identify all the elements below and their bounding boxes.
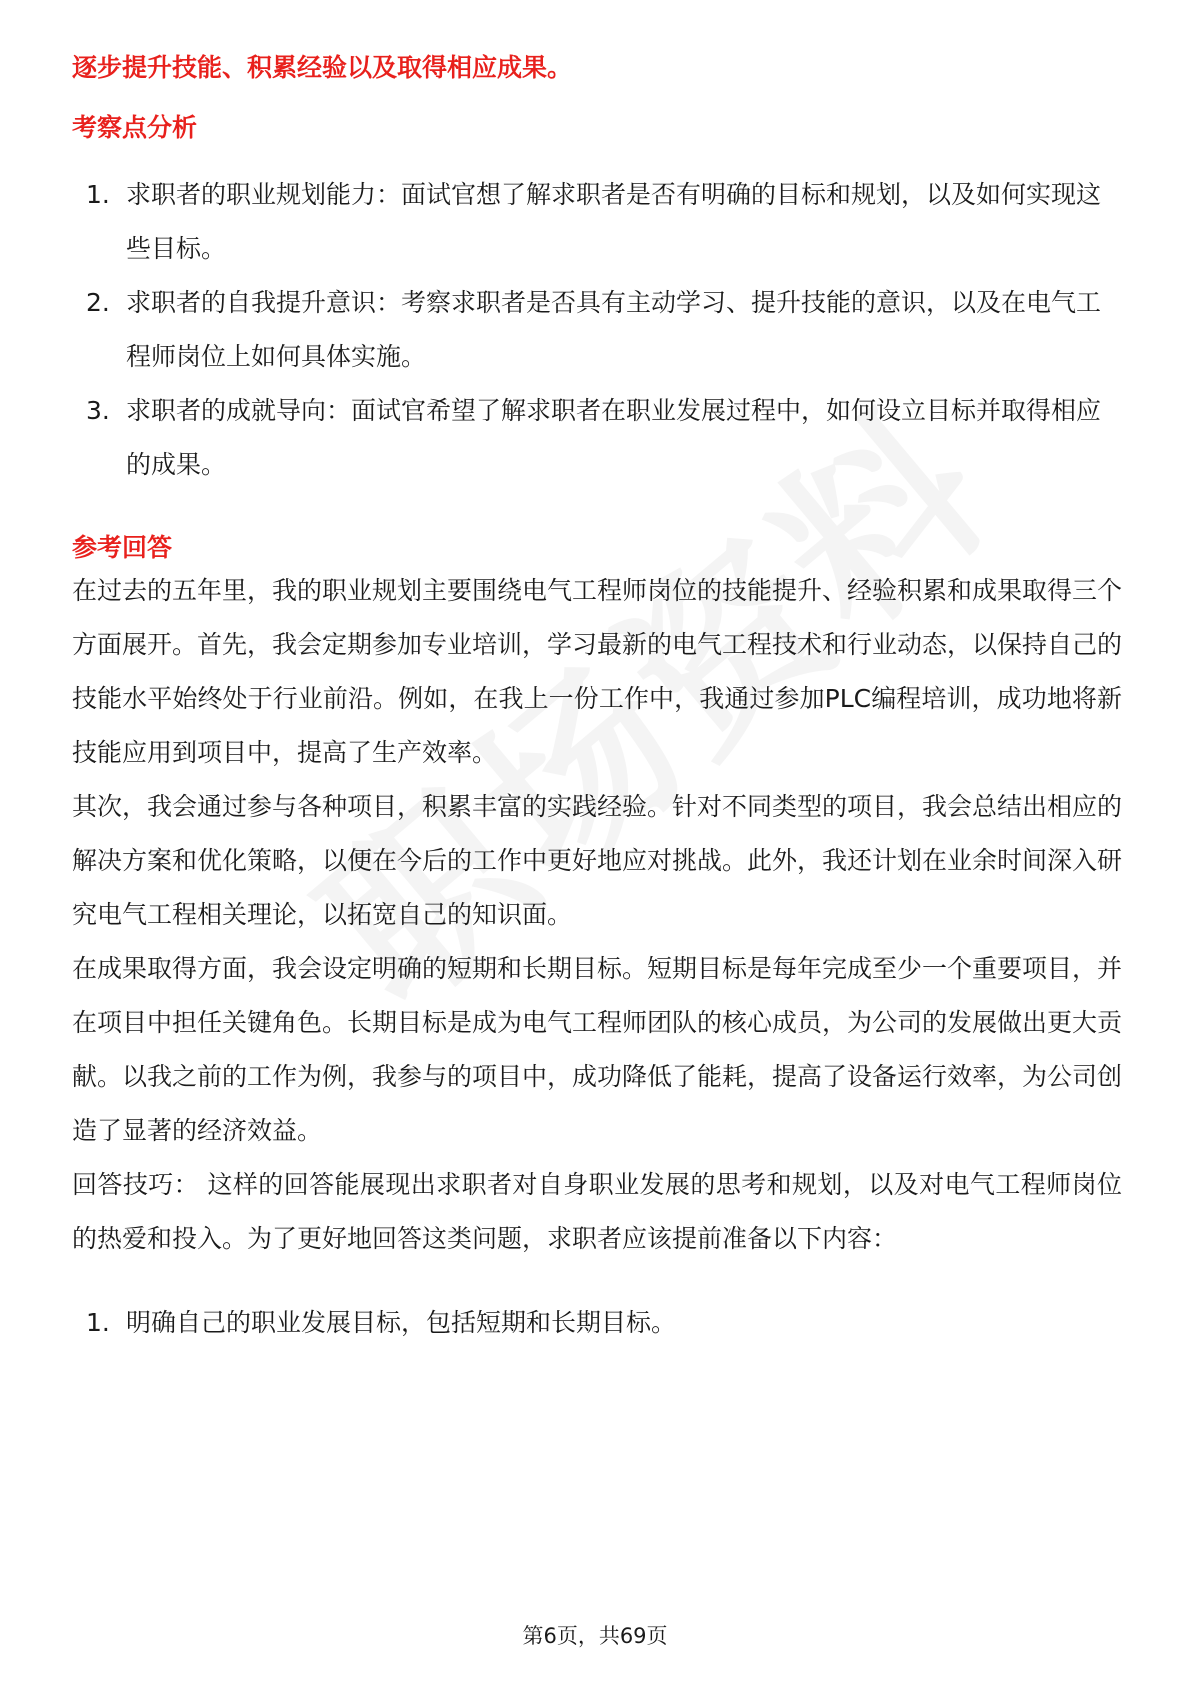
- analysis-list: [72, 168, 1122, 492]
- list-number: 1.: [86, 1308, 110, 1337]
- list-number: 1.: [86, 180, 110, 209]
- intro-line: 逐步提升技能、积累经验以及取得相应成果。: [72, 53, 573, 82]
- page-footer: 第6页，共69页: [522, 1624, 668, 1648]
- list-item-text: 明确自己的职业发展目标，包括短期和长期目标。: [126, 1308, 677, 1337]
- page-content: [72, 52, 1122, 1350]
- tips-list: [72, 1296, 1122, 1350]
- list-number: 3.: [86, 396, 110, 425]
- list-item: [72, 276, 1122, 384]
- list-item: [72, 384, 1122, 492]
- answer-paragraph: 其次，我会通过参与各种项目，积累丰富的实践经验。针对不同类型的项目，我会总结出相应的解决方案和优化策略，以便在今后的工作中更好地应对挑战。此外，我还计划在业余时间深入研究电气工程相关理论，以拓宽自己的知识面。: [72, 792, 1123, 929]
- list-item-text: 求职者的自我提升意识：考察求职者是否具有主动学习、提升技能的意识，以及在电气工程师岗位上如何具体实施。: [126, 288, 1102, 371]
- list-item-text: 求职者的成就导向：面试官希望了解求职者在职业发展过程中，如何设立目标并取得相应的成果。: [126, 396, 1102, 479]
- list-item: [72, 1296, 1122, 1350]
- analysis-heading: 考察点分析: [72, 113, 198, 142]
- answer-paragraph: 在过去的五年里，我的职业规划主要围绕电气工程师岗位的技能提升、经验积累和成果取得三个方面展开。首先，我会定期参加专业培训，学习最新的电气工程技术和行业动态，以保持自己的技能水平始终处于行业前沿。例如，在我上一份工作中，我通过参加PLC编程培训，成功地将新技能应用到项目中，提高了生产效率。: [72, 576, 1123, 767]
- answer-paragraph: 在成果取得方面，我会设定明确的短期和长期目标。短期目标是每年完成至少一个重要项目，并在项目中担任关键角色。长期目标是成为电气工程师团队的核心成员，为公司的发展做出更大贡献。以我之前的工作为例，我参与的项目中，成功降低了能耗，提高了设备运行效率，为公司创造了显著的经济效益。: [72, 954, 1123, 1145]
- list-item-text: 求职者的职业规划能力：面试官想了解求职者是否有明确的目标和规划，以及如何实现这些目标。: [126, 180, 1102, 263]
- answer-heading: 参考回答: [72, 533, 173, 562]
- answer-tips-paragraph: 回答技巧： 这样的回答能展现出求职者对自身职业发展的思考和规划，以及对电气工程师岗位的热爱和投入。为了更好地回答这类问题，求职者应该提前准备以下内容：: [72, 1170, 1122, 1253]
- list-item: [72, 168, 1122, 276]
- list-number: 2.: [86, 288, 110, 317]
